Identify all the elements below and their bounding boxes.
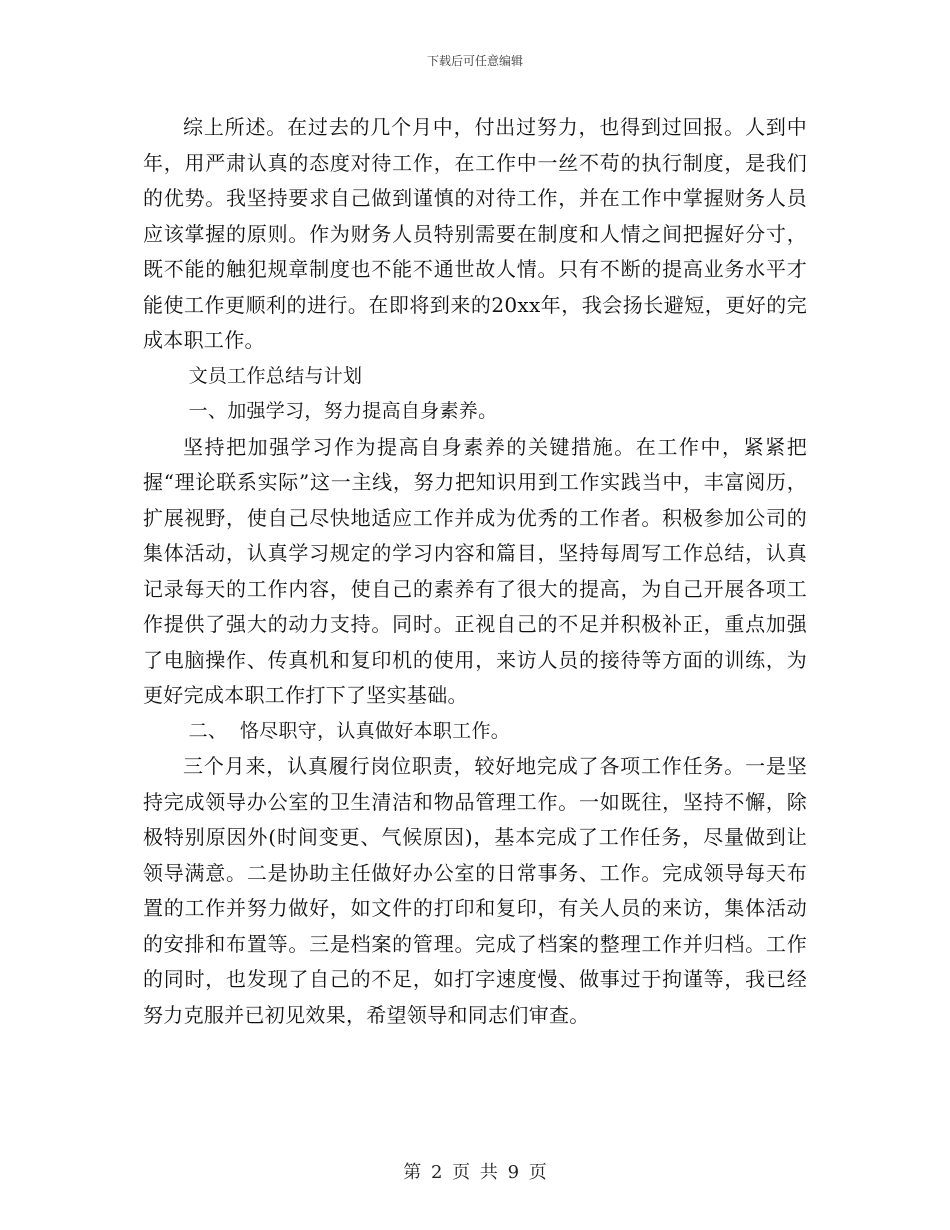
page-footer: 第 2 页 共 9 页 xyxy=(403,1162,547,1183)
paragraph-learning: 坚持把加强学习作为提高自身素养的关键措施。在工作中，紧紧把握“理论联系实际”这一主线，努力把知识用到工作实践当中，丰富阅历，扩展视野，使自己尽快地适应工作并成为优秀的工作者。积极参加公司的集体活动，认真学习规定的学习内容和篇目，坚持每周写工作总结，认真记录每天的工作内容，使自己的素养有了很大的提高，为自己开展各项工作提供了强大的动力支持。同时。正视自己的不足并积极补正，重点加强了电脑操作、传真机和复印机的使用，来访人员的接待等方面的训练，为更好完成本职工作打下了坚实基础。 xyxy=(143,434,807,707)
paragraph-summary: 综上所述。在过去的几个月中，付出过努力，也得到过回报。人到中年，用严肃认真的态度对待工作，在工作中一丝不苟的执行制度，是我们的优势。我坚持要求自己做到谨慎的对待工作，并在工作中掌握财务人员应该掌握的原则。作为财务人员特别需要在制度和人情之间把握好分寸，既不能的触犯规章制度也不能不通世故人情。只有不断的提高业务水平才能使工作更顺利的进行。在即将到来的20xx年，我会扬长避短，更好的完成本职工作。 xyxy=(143,115,807,352)
page-header: 下载后可任意编辑 xyxy=(426,54,523,68)
section-title: 文员工作总结与计划 xyxy=(188,364,363,387)
paragraph-duties: 三个月来，认真履行岗位职责，较好地完成了各项工作任务。一是坚持完成领导办公室的卫生清洁和物品管理工作。一如既往，坚持不懈，除极特别原因外(时间变更、气候原因)，基本完成了工作任务，尽量做到让领导满意。二是协助主任做好办公室的日常事务、工作。完成领导每天布置的工作并努力做好，如文件的打印和复印，有关人员的来访，集体活动的安排和布置等。三是档案的管理。完成了档案的整理工作并归档。工作的同时，也发现了自己的不足，如打字速度慢、做事过于拘谨等，我已经努力克服并已初见效果，希望领导和同志们审查。 xyxy=(143,754,807,1027)
heading-1: 一、加强学习，努力提高自身素养。 xyxy=(188,400,498,422)
heading-2: 二、 恪尽职守，认真做好本职工作。 xyxy=(188,719,511,742)
document-body xyxy=(143,110,807,1033)
